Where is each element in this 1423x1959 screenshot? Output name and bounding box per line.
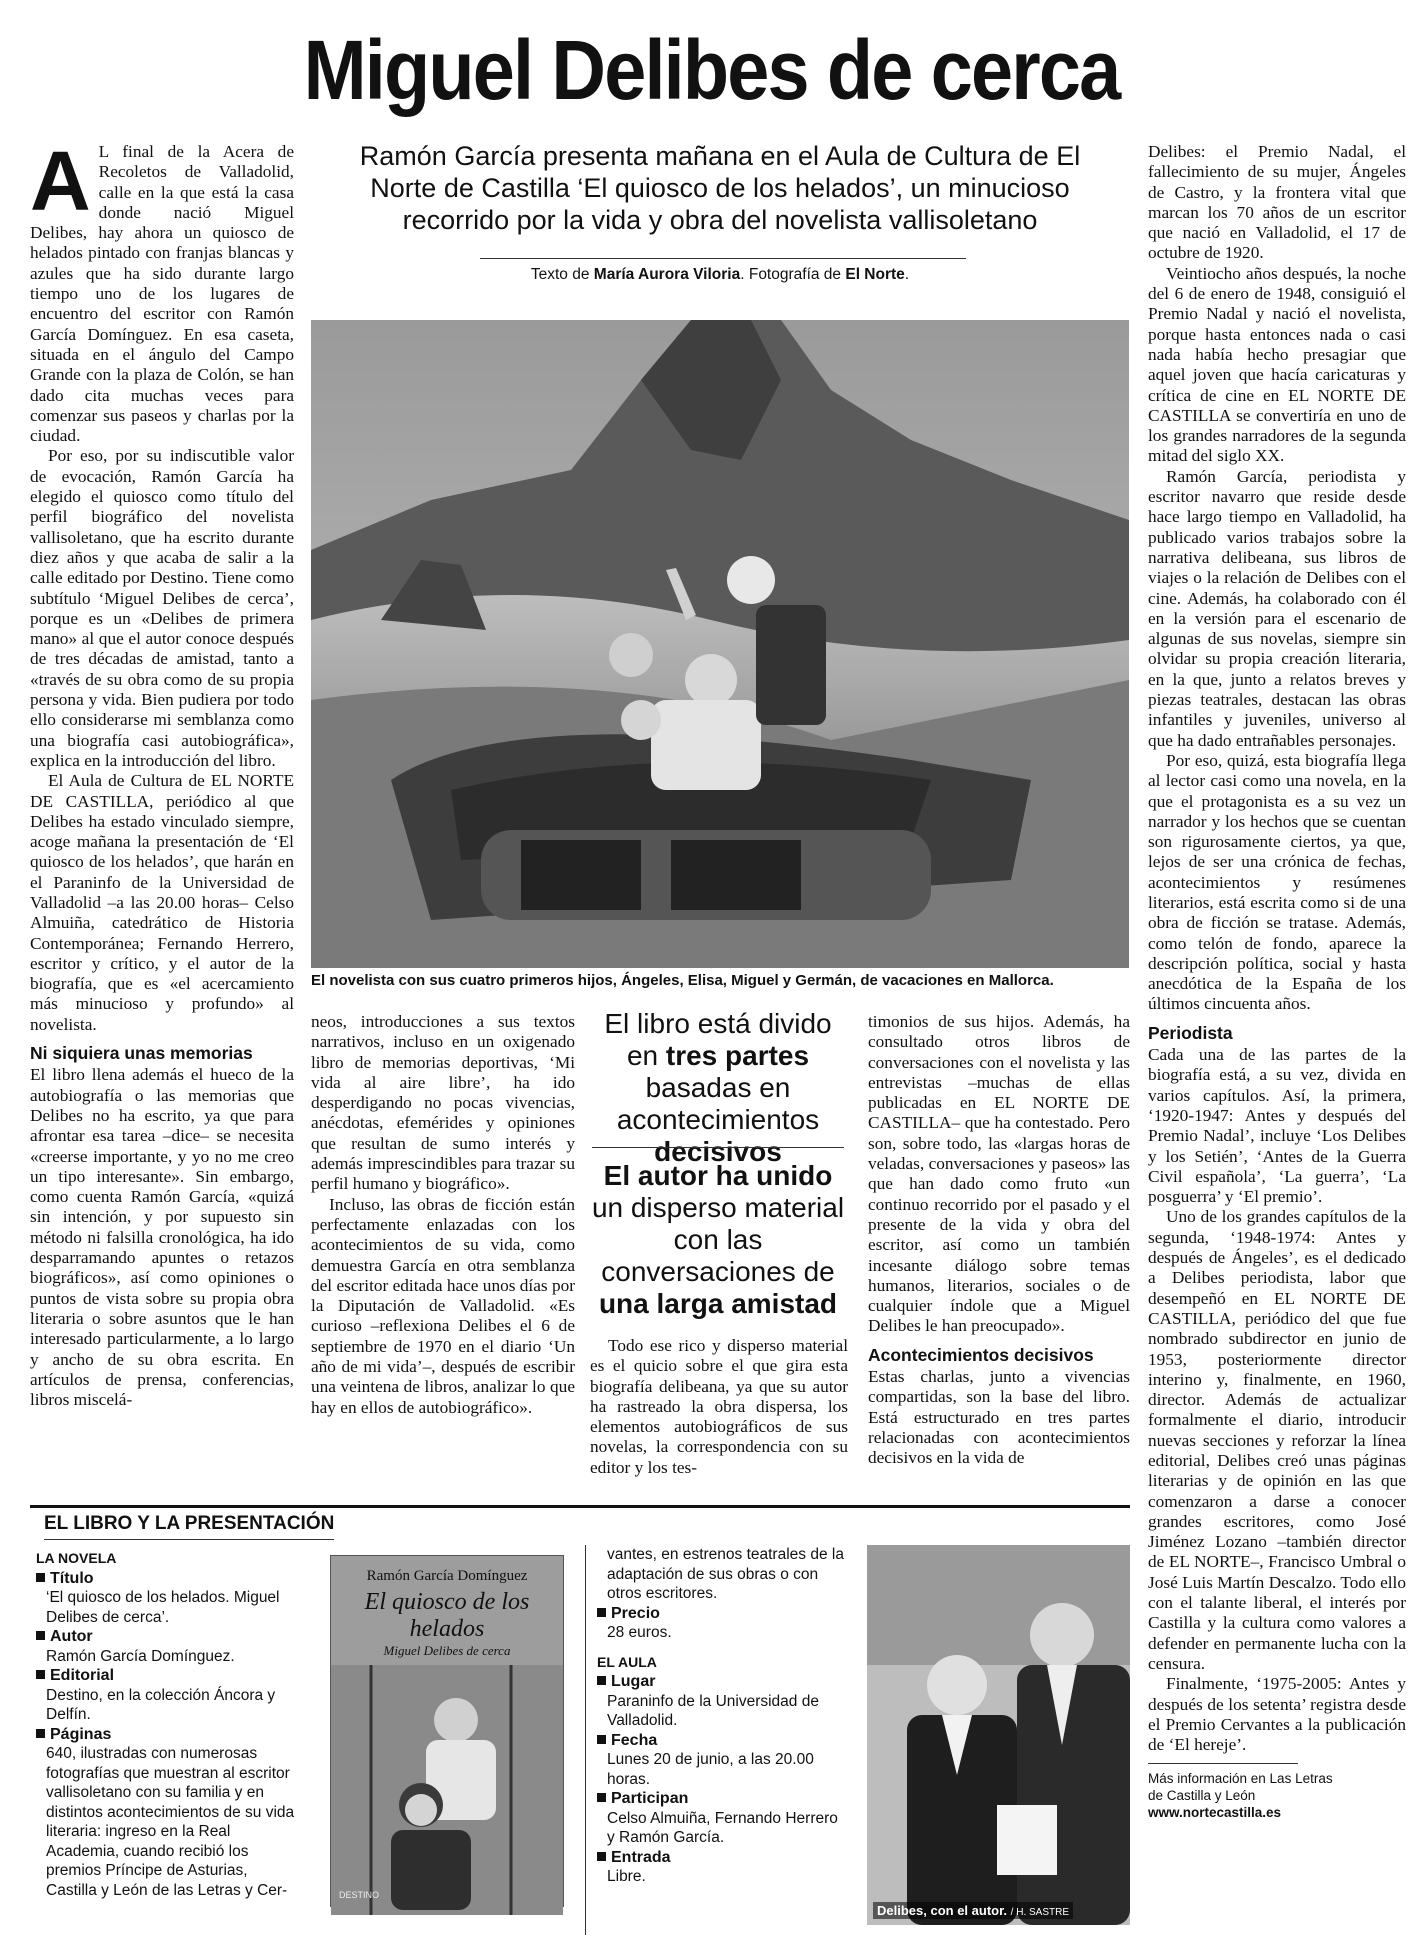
label-participan-text: Participan xyxy=(611,1790,689,1807)
bullet-square-icon xyxy=(36,1729,45,1738)
label-entrada-text: Entrada xyxy=(611,1848,671,1866)
value-titulo: ‘El quiosco de los helados. Miguel Delibes de cerca’. xyxy=(46,1589,280,1626)
main-photo xyxy=(311,320,1129,968)
paragraph-14: Cada una de las partes de la biografía está, a su vez, divida en varios capítulos. Así, la primera, ‘1920-1947: Antes y después del Premio Nadal’, incluye ‘Los Delibes y los Setién’, ‘Antes de la Guerra Civil española’, ‘La guerra’, ‘La posguerra’ y ‘El premio’. xyxy=(1148,1045,1406,1207)
label-entrada xyxy=(597,1848,847,1868)
paragraph-3: El Aula de Cultura de EL NORTE DE CASTILLA, periódico al que Delibes ha estado vinculado siempre, acoge mañana la presentación de ‘El quiosco de los helados’, que harán en el Paraninfo de la Universidad de Valladolid –a las 20.00 horas– Celso Almuiña, catedrático de Historia Contemporánea; Fernando Herrero, escritor y crítico, y el autor de la biografía, que es «el acercamiento más minucioso y profundo» al novelista. xyxy=(30,771,294,1034)
paragraph-11: Veintiocho años después, la noche del 6 de enero de 1948, consiguió el Premio Nadal y nació el novelista, porque hasta entonces nada o casi nada había hecho presagiar que aquel joven que hacía caricaturas y crítica de cine en EL NORTE DE CASTILLA se convertiría en uno de los grandes narradores de la segunda mitad del siglo XX. xyxy=(1148,263,1406,466)
paragraph-8: timonios de sus hijos. Además, ha consultado otros libros de conversaciones con el novelista y las entrevistas –muchas de ellas publicadas en EL NORTE DE CASTILLA– que ha contestado. Pero son, sobre todo, las «largas horas de veladas, conversaciones y paseos» las que han dado como fruto «un continuo recorrido por el pasado y el presente de la vida y obra del escritor, así como un también incesante diálogo sobre temas humanos, literarios, sociales o de cualquier índole que a Miguel Delibes le han preocupado». xyxy=(868,1012,1130,1336)
pull-quote-1-b: tres partes xyxy=(665,1040,810,1071)
info-box-top-rule xyxy=(30,1505,1130,1508)
label-autor-text: Autor xyxy=(50,1628,93,1645)
drop-cap: A xyxy=(30,134,91,228)
paragraph-6: Incluso, las obras de ficción están perfectamente enlazadas con los acontecimientos de su vida, como demuestra García en otra semblanza del escritor editada hace unos días por la Diputación de Valladolid. «Es curioso –reflexiona Delibes el 6 de septiembre de 1970 en el diario ‘Un año de mi vida’–, después de escribir una veintena de libros, analizar lo que hay en ellos de autobiográfico». xyxy=(311,1194,575,1417)
label-autor xyxy=(36,1627,301,1647)
cover-author: Ramón García Domínguez xyxy=(366,1568,528,1584)
paragraph-4: El libro llena además el hueco de la autobiografía o las memorias que Delibes no ha escrito, ya que para afrontar esa tarea –dice– se necesita «creerse importante, y yo no me creo un tipo interesante». Sin embargo, como cuenta Ramón García, «quizá sin intención, y por supuesto sin método ni falsilla cronológica, ha ido desparramando apuntes o retazos biográficos», así como opiniones o puntos de vista sobre su propia obra literaria o sobre asuntos que le han interesado particularmente, a lo largo y ancho de su obra escrita. En artículos de prensa, conferencias, libros miscelá- xyxy=(30,1065,294,1410)
value-entrada: Libre. xyxy=(607,1868,646,1885)
cover-subtitle: Miguel Delibes de cerca xyxy=(383,1643,511,1658)
bullet-square-icon xyxy=(597,1608,606,1617)
label-titulo-text: Título xyxy=(50,1569,94,1587)
label-precio-text: Precio xyxy=(611,1604,660,1622)
photo-caption: El novelista con sus cuatro primeros hijos, Ángeles, Elisa, Miguel y Germán, de vacaciones en Mallorca. xyxy=(311,972,1054,989)
subheading-memorias: Ni siquiera unas memorias xyxy=(30,1043,253,1064)
info-box-title: EL LIBRO Y LA PRESENTACIÓN xyxy=(44,1513,335,1534)
label-paginas xyxy=(36,1725,301,1745)
subheading-acontecimientos: Acontecimientos decisivos xyxy=(868,1344,1094,1365)
value-paginas: 640, ilustradas con numerosas fotografías que muestran al escritor vallisoletano con su familia y en distintos acontecimientos de su vida literaria: ingreso en la Real Academia, cuando recibió los premios Príncipe de Asturias, Castilla y León de las Letras y Cer- xyxy=(46,1745,295,1899)
pull-quote-1-c: basadas en acontecimientos xyxy=(616,1072,820,1135)
column-3 xyxy=(590,1336,848,1478)
label-titulo xyxy=(36,1569,301,1589)
paragraph-15: Uno de los grandes capítulos de la segunda, ‘1948-1974: Antes y después de Ángeles’, es el dedicado a Delibes periodista, labor que desempeñó en EL NORTE DE CASTILLA, periódico del que fue nombrado subdirector en junio de 1953, posteriormente director interino y, finalmente, en 1960, director. Además de actualizar formalmente el diario, introducir nuevas secciones y reforzar la línea editorial, Delibes creó unas páginas literarias y de opinión en las que comenzaron a darse a conocer grandes escritores, como José Jiménez Lozano –también director de EL NORTE–, Francisco Umbral o José Luis Martín Descalzo. Todo ello con el talante liberal, el interés por Castilla y la cultura como valores a defender en permanente lucha con la censura. xyxy=(1148,1207,1406,1673)
paragraph-5: neos, introducciones a sus textos narrativos, incluso en un oxigenado libro de memorias deportivas, ‘Mi vida al aire libre’, ha ido desperdigando no pocas vivencias, anécdotas, efemérides y opiniones que resultan de sumo interés y además imprescindibles para trazar su perfil humano y biográfico». xyxy=(311,1012,575,1194)
info-novela xyxy=(36,1545,301,1900)
byline-author: María Aurora Viloria xyxy=(593,266,741,283)
author-photo-credit: / H. SASTRE xyxy=(1010,1907,1070,1918)
label-fecha-text: Fecha xyxy=(611,1731,658,1749)
bullet-square-icon xyxy=(36,1670,45,1679)
credit-rule xyxy=(480,258,966,259)
bullet-square-icon xyxy=(36,1573,45,1582)
info-box-title-rule xyxy=(44,1539,334,1540)
section-aula: EL AULA xyxy=(597,1653,657,1670)
byline-mid: . Fotografía de xyxy=(740,266,846,283)
label-precio xyxy=(597,1604,847,1624)
value-participan: Celso Almuiña, Fernando Herrero y Ramón García. xyxy=(607,1809,838,1846)
author-photo-caption-text: Delibes, con el autor. xyxy=(877,1903,1008,1918)
paragraph-9: Estas charlas, junto a vivencias compartidas, son la base del libro. Está estructurado en tres partes relacionadas con acontecimientos decisivos en la vida de xyxy=(868,1367,1130,1468)
info-aula xyxy=(597,1545,847,1887)
pull-quote-2-c: una larga amistad xyxy=(598,1288,838,1319)
more-info xyxy=(1148,1770,1406,1821)
byline-end: . xyxy=(904,266,910,283)
byline-photo: El Norte xyxy=(845,266,905,283)
more-info-link[interactable]: www.nortecastilla.es xyxy=(1148,1805,1282,1821)
pull-quote-divider xyxy=(592,1147,844,1148)
mallorca-photo-illustration xyxy=(311,320,1129,968)
more-info-line-2: de Castilla y León xyxy=(1148,1788,1256,1804)
author-photo-illustration xyxy=(867,1545,1130,1925)
paragraph-2: Por eso, por su indiscutible valor de evocación, Ramón García ha elegido el quiosco como título del perfil biográfico del novelista vallisoletano, que ha escrito durante diez años y que acaba de salir a la calle editado por Destino. Tiene como subtítulo ‘Miguel Delibes de cerca’, porque es un «Delibes de primera mano» al que el autor conoce después de tres décadas de amistad, tanto a «través de su obra como de su propia persona y vida. Bien pudiera por todo ello considerarse mi semblanza como una biografía casi autobiográfica», explica en la introducción del libro. xyxy=(30,446,294,770)
paragraph-16: Finalmente, ‘1975-2005: Antes y después de los setenta’ registra desde el Premio Cervantes a la publicación de ‘El hereje’. xyxy=(1148,1674,1406,1755)
value-fecha: Lunes 20 de junio, a las 20.00 horas. xyxy=(607,1751,814,1788)
book-cover xyxy=(330,1555,564,1907)
value-editorial: Destino, en la colección Áncora y Delfín. xyxy=(46,1686,276,1723)
pull-quote-1-d: decisivos xyxy=(654,1136,782,1167)
info-box-divider xyxy=(585,1545,586,1935)
author-photo-caption xyxy=(873,1902,1073,1919)
paragraph-7: Todo ese rico y disperso material es el quicio sobre el que gira esta biografía delibeana, ya que su autor ha rastreado la obra dispersa, los elementos autobiográficos de sus novelas, la correspondencia con su editor y los tes- xyxy=(590,1336,848,1477)
label-lugar-text: Lugar xyxy=(611,1673,656,1690)
column-4 xyxy=(868,1012,1130,1469)
paragraph-12: Ramón García, periodista y escritor navarro que reside desde hace largo tiempo en Valladolid, ha publicado varios trabajos sobre la narrativa delibeana, sus libros de viajes o la relación de Delibes con el cine. Además, ha colaborado con él en la versión para el escenario de algunas de sus novelas, siempre sin olvidar su propia creación literaria, en la que, junto a relatos breves y piezas teatrales, destacan las obras infantiles y juveniles, universo al que ha dado entrañables personajes. xyxy=(1148,466,1406,750)
section-novela: LA NOVELA xyxy=(36,1550,117,1566)
deck: Ramón García presenta mañana en el Aula de Cultura de El Norte de Castilla ‘El quiosco de los helados’, un minucioso recorrido por la vida y obra del novelista vallisoletano xyxy=(359,141,1081,235)
label-paginas-text: Páginas xyxy=(50,1725,112,1743)
cover-publisher-logo: DESTINO xyxy=(339,1890,380,1900)
cover-photo-illustration xyxy=(331,1665,563,1915)
more-info-line-1: Más información en Las Letras xyxy=(1148,1771,1333,1787)
label-lugar xyxy=(597,1672,847,1692)
paragraph-1-text: L final de la Acera de Recoletos de Valladolid, calle en la que está la casa donde nació Miguel Delibes, hay ahora un quiosco de helados pintado con franjas blancas y azules que ha sido durante largo tiempo uno de los lugares de encuentro del escritor con Ramón García Domínguez. En esa caseta, situada en el ángulo del Campo Grande con la plaza de Colón, se han dado cita muchas veces para comenzar sus paseos y charlas por la ciudad. xyxy=(30,142,294,446)
paragraph-13: Por eso, quizá, esta biografía llega al lector casi como una novela, en la que el protagonista es a su vez un narrador y los hechos que se cuentan son rigurosamente ciertos, ya que, lejos de ser una crónica de fechas, acontecimientos y resúmenes literarios, está escrita como si de una obra de ficción se tratase. Además, como telón de fondo, aparece la descripción política, social y hasta anecdótica de la España de los últimos cincuenta años. xyxy=(1148,750,1406,1014)
value-precio: 28 euros. xyxy=(607,1624,672,1641)
value-autor: Ramón García Domínguez. xyxy=(46,1647,235,1665)
value-lugar: Paraninfo de la Universidad de Valladolid. xyxy=(607,1692,819,1729)
byline xyxy=(330,266,1110,284)
pull-quote-2-a: El autor ha unido xyxy=(603,1160,833,1191)
column-1 xyxy=(30,134,294,1410)
author-photo xyxy=(867,1545,1130,1925)
paragraph-1 xyxy=(30,134,294,446)
bullet-square-icon xyxy=(36,1631,45,1640)
cover-title: El quiosco de los helados xyxy=(364,1589,530,1642)
headline: Miguel Delibes de cerca xyxy=(303,23,1120,117)
byline-prefix: Texto de xyxy=(530,266,594,283)
bullet-square-icon xyxy=(597,1676,606,1685)
label-participan xyxy=(597,1789,847,1809)
subheading-periodista: Periodista xyxy=(1148,1022,1233,1043)
bullet-square-icon xyxy=(597,1793,606,1802)
label-editorial-text: Editorial xyxy=(50,1667,115,1684)
label-fecha xyxy=(597,1731,847,1751)
label-editorial xyxy=(36,1666,301,1686)
bullet-square-icon xyxy=(597,1852,606,1861)
pull-quote-1 xyxy=(588,1008,848,1168)
column-2 xyxy=(311,1012,575,1418)
value-paginas-cont: vantes, en estrenos teatrales de la adaptación de sus obras o con otros escritores. xyxy=(607,1546,844,1602)
pull-quote-1-a: El libro está divido en xyxy=(604,1008,832,1071)
pull-quote-2-b: un disperso material con las conversaciones de xyxy=(591,1192,845,1287)
footer-divider xyxy=(1148,1763,1298,1764)
column-5 xyxy=(1148,142,1406,1821)
paragraph-10: Delibes: el Premio Nadal, el fallecimiento de su mujer, Ángeles de Castro, y la frontera vital que marcan los 70 años de un escritor que nació en Valladolid, el 17 de octubre de 1920. xyxy=(1148,142,1406,263)
bullet-square-icon xyxy=(597,1735,606,1744)
info-box xyxy=(30,1505,1130,1935)
pull-quote-2 xyxy=(588,1160,848,1320)
